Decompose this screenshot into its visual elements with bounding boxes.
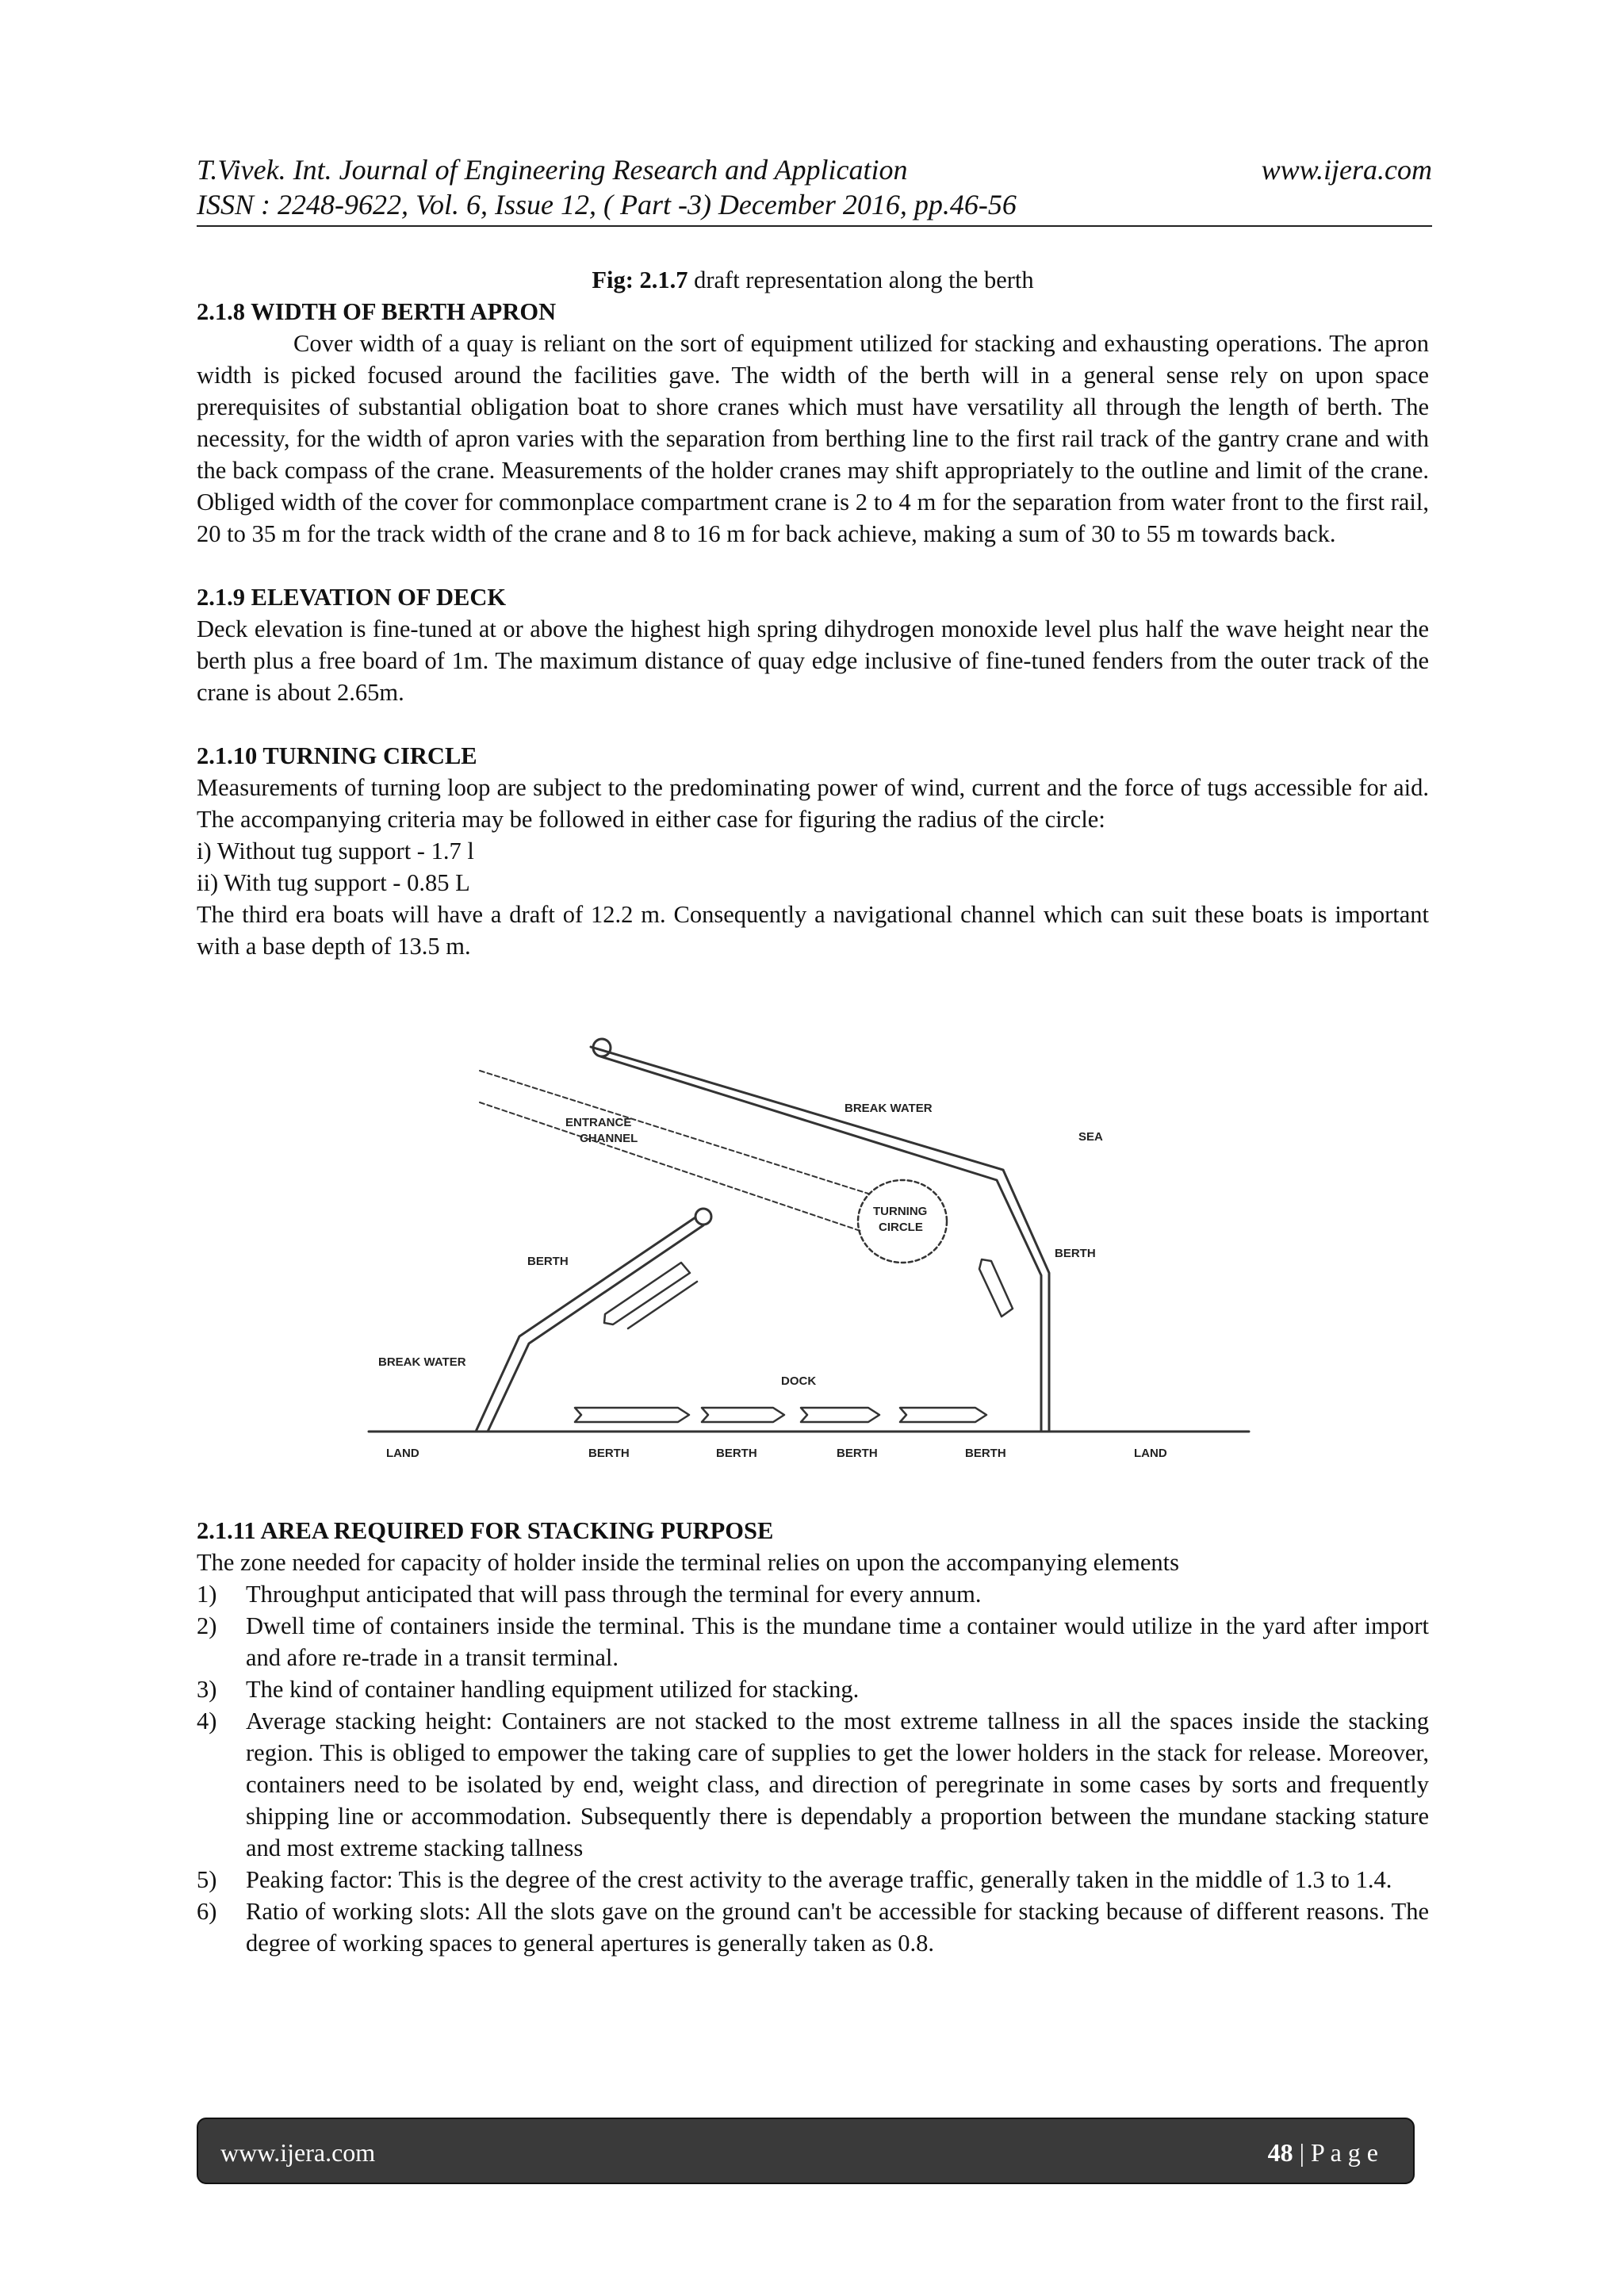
section-heading-2-1-10: 2.1.10 TURNING CIRCLE — [197, 742, 477, 769]
paragraph-2-1-10-draft: The third era boats will have a draft of 12.2 m. Consequently a navigational channel which can suit these boats is important with a base depth of 13.5 m. — [197, 901, 1429, 960]
list-item — [197, 1864, 1429, 1895]
left-breakwater — [476, 1209, 711, 1432]
top-breakwater — [591, 1039, 1049, 1432]
list-text: Ratio of working slots: All the slots gave on the ground can't be accessible for stacking because of different reasons. The degree of working spaces to general apertures is generally taken as 0.8. — [246, 1898, 1429, 1957]
paragraph-2-1-8: Cover width of a quay is reliant on the sort of equipment utilized for stacking and exhausting operations. The apron width is picked focused around the facilities gave. The width of the berth will in a general sense rely on upon space prerequisites of substantial obligation boat to shore cranes which must have versatility all through the length of berth. The necessity, for the width of apron varies with the separation from berthing line to the first rail track of the gantry crane and with the back compass of the crane. Measurements of the holder cranes may shift appropriately to the outline and limit of the crane. Obliged width of the cover for commonplace compartment crane is 2 to 4 m for the separation from water front to the first rail, 20 to 35 m for the track width of the crane and 8 to 16 m for back achieve, making a sum of 30 to 55 m towards back. — [197, 330, 1429, 547]
footer-page-info — [1268, 2119, 1378, 2183]
list-number: 2) — [197, 1612, 217, 1639]
entrance-channel — [480, 1071, 868, 1231]
lower-text-block — [197, 1515, 1429, 1959]
section-heading-2-1-9: 2.1.9 ELEVATION OF DECK — [197, 584, 507, 611]
ship-right-berth — [979, 1259, 1013, 1317]
running-header — [197, 152, 1432, 227]
port-layout-figure — [361, 1023, 1257, 1487]
list-item — [197, 1705, 1429, 1864]
header-website: www.ijera.com — [1261, 154, 1432, 186]
paragraph-2-1-11-intro: The zone needed for capacity of holder inside the terminal relies on upon the accompanying elements — [197, 1549, 1180, 1576]
list-text: Average stacking height: Containers are not stacked to the most extreme tallness in all the spaces inside the stacking region. This is obliged to empower the taking care of supplies to get the lower holders in the stack for release. Moreover, containers need to be isolated by end, weight class, and direction of peregrinate in some cases by sorts and frequently shipping line or accommodation. Subsequently there is dependably a proportion between the mundane stacking stature and most extreme stacking tallness — [246, 1708, 1429, 1861]
list-number: 4) — [197, 1708, 217, 1734]
page-footer — [197, 2118, 1415, 2184]
label-land-right: LAND — [1134, 1447, 1167, 1460]
list-number: 6) — [197, 1898, 217, 1925]
port-layout-diagram — [361, 1023, 1257, 1487]
paragraph-2-1-9: Deck elevation is fine-tuned at or above the highest high spring dihydrogen monoxide level plus half the wave height near the berth plus a free board of 1m. The maximum distance of quay edge inclusive of fine-tuned fenders from the outer track of the crane is about 2.65m. — [197, 615, 1429, 706]
figure-caption-2-1-7 — [197, 264, 1429, 296]
label-land-left: LAND — [386, 1447, 419, 1460]
label-turning: TURNING — [873, 1205, 928, 1218]
label-channel: CHANNEL — [580, 1132, 638, 1145]
footer-website: www.ijera.com — [220, 2138, 376, 2167]
list-item — [197, 1610, 1429, 1673]
label-berth-right: BERTH — [1055, 1247, 1096, 1260]
list-text: Dwell time of containers inside the terminal. This is the mundane time a container would utilize in the yard after import and afore re-trade in a transit terminal. — [246, 1612, 1429, 1671]
list-text: Throughput anticipated that will pass through the terminal for every annum. — [246, 1581, 982, 1608]
label-berth-bottom-2: BERTH — [716, 1447, 757, 1460]
upper-text-block — [197, 264, 1429, 962]
list-number: 3) — [197, 1676, 217, 1703]
stacking-factors-list — [197, 1578, 1429, 1959]
label-circle: CIRCLE — [879, 1221, 923, 1234]
paragraph-2-1-10: Measurements of turning loop are subject to the predominating power of wind, current and the force of tugs accessible for aid. The accompanying criteria may be followed in either case for figuring the radius of the circle: — [197, 774, 1429, 833]
ship-slanted-1 — [604, 1263, 697, 1328]
section-heading-2-1-11: 2.1.11 AREA REQUIRED FOR STACKING PURPOSE — [197, 1517, 774, 1544]
list-text: Peaking factor: This is the degree of the crest activity to the average traffic, generally taken in the middle of 1.3 to 1.4. — [246, 1866, 1392, 1893]
caption-text: draft representation along the berth — [688, 266, 1034, 293]
label-break-water-top: BREAK WATER — [845, 1102, 933, 1115]
list-number: 5) — [197, 1866, 217, 1893]
header-rule — [197, 225, 1432, 227]
ships-dock — [575, 1408, 986, 1422]
label-berth-bottom-1: BERTH — [588, 1447, 630, 1460]
label-berth-left: BERTH — [527, 1255, 569, 1268]
label-dock: DOCK — [781, 1374, 817, 1388]
label-sea: SEA — [1078, 1130, 1103, 1144]
list-item — [197, 1673, 1429, 1705]
page-label: | P a g e — [1293, 2138, 1378, 2167]
list-item — [197, 1578, 1429, 1610]
journal-title: T.Vivek. Int. Journal of Engineering Research and Application — [197, 154, 908, 186]
list-text: The kind of container handling equipment utilized for stacking. — [246, 1676, 860, 1703]
issue-info: ISSN : 2248-9622, Vol. 6, Issue 12, ( Part -3) December 2016, pp.46-56 — [197, 189, 1017, 220]
label-berth-bottom-3: BERTH — [837, 1447, 878, 1460]
section-heading-2-1-8: 2.1.8 WIDTH OF BERTH APRON — [197, 298, 557, 325]
label-break-water-left: BREAK WATER — [378, 1355, 466, 1369]
caption-label: Fig: 2.1.7 — [592, 266, 688, 293]
page-number: 48 — [1267, 2138, 1293, 2167]
label-entrance: ENTRANCE — [565, 1116, 632, 1129]
list-item — [197, 1895, 1429, 1959]
criteria-item-1: i) Without tug support - 1.7 l — [197, 838, 474, 864]
criteria-item-2: ii) With tug support - 0.85 L — [197, 869, 470, 896]
label-berth-bottom-4: BERTH — [965, 1447, 1006, 1460]
list-number: 1) — [197, 1581, 217, 1608]
